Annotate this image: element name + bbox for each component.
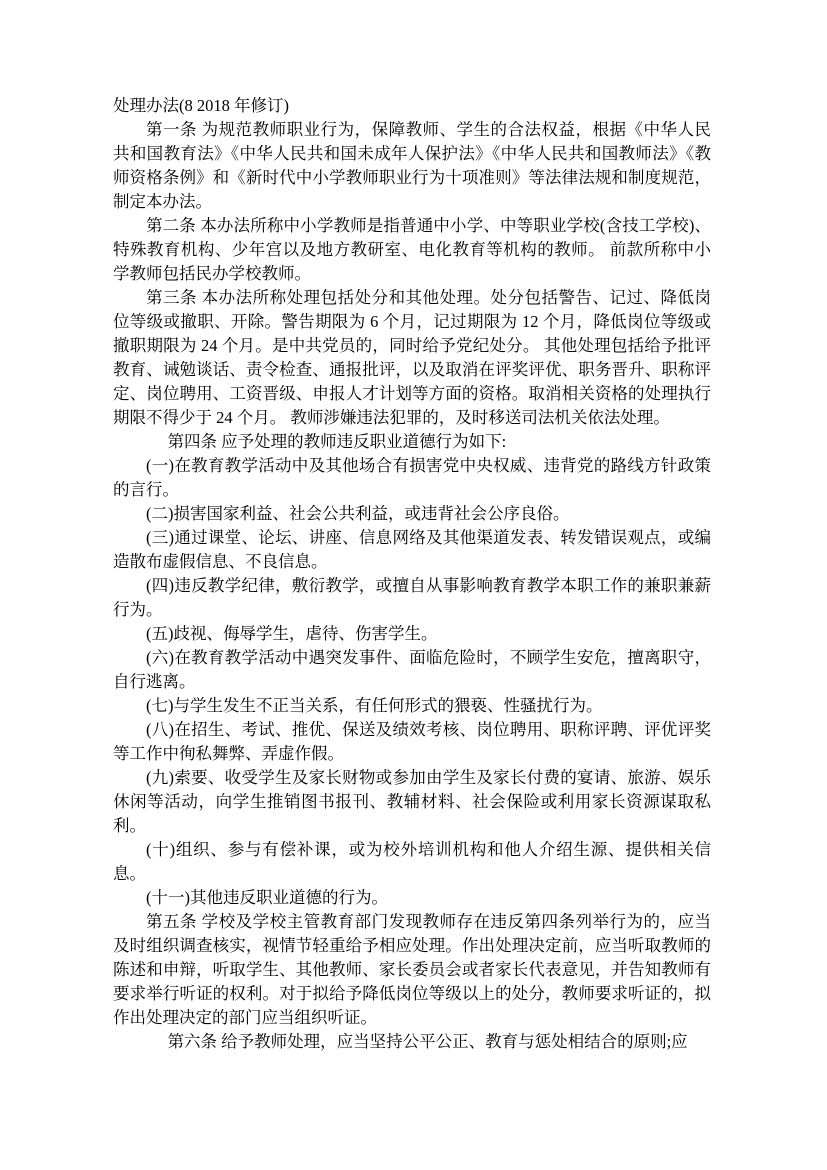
- paragraph-4: 第四条 应予处理的教师违反职业道德行为如下:: [167, 432, 507, 451]
- paragraph-16: 第五条 学校及学校主管教育部门发现教师存在违反第四条列举行为的，应当及时组织调查核实，视情节轻重给予相应处理。作出处理决定前，应当听取教师的陈述和申辩，听取学生、其他教师、家长委员会或者家长代表意见，并告知教师有要求举行听证的权利。对于拟给予降低岗位等级以上的处分，教师要求听证的，拟作出处理决定的部门应当组织听证。: [113, 912, 711, 1027]
- paragraph-5: (一)在教育教学活动中及其他场合有损害党中央权威、违背党的路线方针政策的言行。: [113, 456, 711, 499]
- paragraph-17: 第六条 给予教师处理，应当坚持公平公正、教育与惩处相结合的原则;应: [167, 1032, 688, 1051]
- paragraph-11: (七)与学生发生不正当关系，有任何形式的猥亵、性骚扰行为。: [146, 696, 603, 715]
- paragraph-8: (四)违反教学纪律，敷衍教学，或擅自从事影响教育教学本职工作的兼职兼薪行为。: [113, 576, 711, 619]
- paragraph-2: 第二条 本办法所称中小学教师是指普通中小学、中等职业学校(含技工学校)、特殊教育机构、少年宫以及地方教研室、电化教育等机构的教师。 前款所称中小学教师包括民办学校教师。: [113, 216, 711, 283]
- paragraph-7: (三)通过课堂、论坛、讲座、信息网络及其他渠道发表、转发错误观点，或编造散布虚假信息、不良信息。: [113, 528, 711, 571]
- paragraph-container: [113, 118, 711, 1054]
- paragraph-6: (二)损害国家利益、社会公共利益，或违背社会公序良俗。: [146, 504, 570, 523]
- paragraph-9: (五)歧视、侮辱学生，虐待、伤害学生。: [146, 624, 438, 643]
- paragraph-10: (六)在教育教学活动中遇突发事件、面临危险时，不顾学生安危，擅离职守，自行逃离。: [113, 648, 711, 691]
- paragraph-1: 第一条 为规范教师职业行为，保障教师、学生的合法权益，根据《中华人民共和国教育法》《中华人民共和国未成年人保护法》《中华人民共和国教师法》《教师资格条例》和《新时代中小学教师职业行为十项准则》等法律法规和制度规范，制定本办法。: [113, 120, 711, 211]
- paragraph-3: 第三条 本办法所称处理包括处分和其他处理。处分包括警告、记过、降低岗位等级或撤职、开除。警告期限为 6 个月，记过期限为 12 个月，降低岗位等级或撤职期限为 24 个月。是中共党员的，同时给予党纪处分。 其他处理包括给予批评教育、诫勉谈话、责令检查、通报批评，以及取消在评奖评优、职务晋升、职称评定、岗位聘用、工资晋级、申报人才计划等方面的资格。取消相关资格的处理执行期限不得少于 24 个月。 教师涉嫌违法犯罪的，及时移送司法机关依法处理。: [113, 288, 711, 427]
- paragraph-13: (九)索要、收受学生及家长财物或参加由学生及家长付费的宴请、旅游、娱乐休闲等活动，向学生推销图书报刊、教辅材料、社会保险或利用家长资源谋取私利。: [113, 768, 711, 835]
- paragraph-12: (八)在招生、考试、推优、保送及绩效考核、岗位聘用、职称评聘、评优评奖等工作中徇私舞弊、弄虚作假。: [113, 720, 711, 763]
- paragraph-14: (十)组织、参与有偿补课，或为校外培训机构和他人介绍生源、提供相关信息。: [113, 840, 711, 883]
- document-text-block: [113, 94, 711, 1054]
- document-title-line: 处理办法(8 2018 年修订): [113, 96, 289, 115]
- paragraph-15: (十一)其他违反职业道德的行为。: [146, 888, 388, 907]
